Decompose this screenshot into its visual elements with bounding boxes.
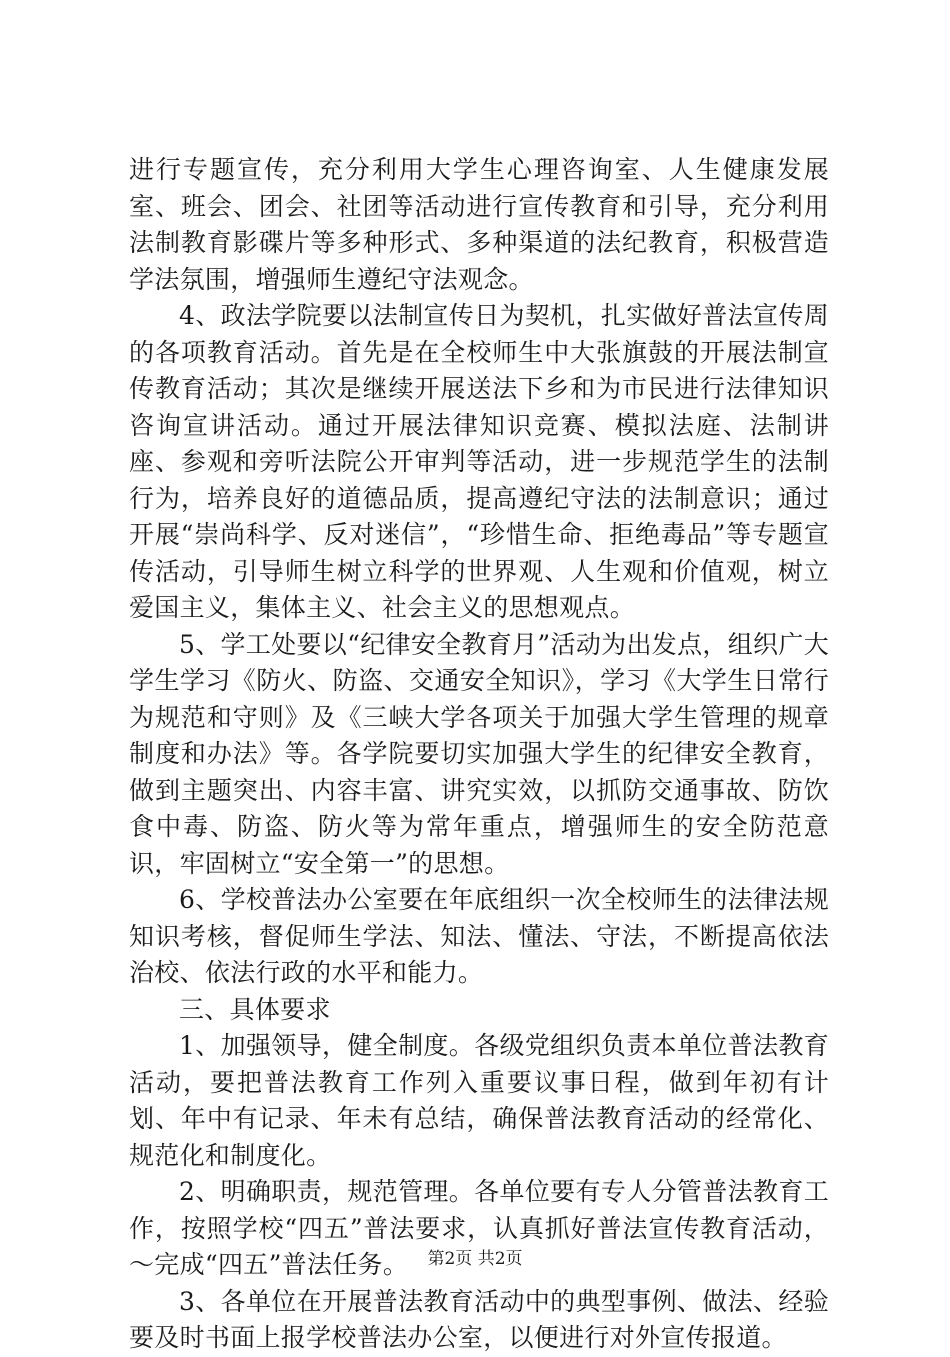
page-number-footer: 第2页 共2页	[427, 1249, 523, 1269]
paragraph-item-4: 4、政法学院要以法制宣传日为契机，扎实做好普法宣传周的各项教育活动。首先是在全校师生中大张旗鼓的开展法制宣传教育活动；其次是继续开展送法下乡和为市民进行法律知识咨询宣讲活动。通过开展法律知识竞赛、模拟法庭、法制讲座、参观和旁听法院公开审判等活动，进一步规范学生的法制行为，培养良好的道德品质，提高遵纪守法的法制意识；通过开展“崇尚科学、反对迷信”，“珍惜生命、拒绝毒品”等专题宣传活动，引导师生树立科学的世界观、人生观和价值观，树立爱国主义，集体主义、社会主义的思想观点。	[129, 301, 829, 622]
paragraph-requirement-1: 1、加强领导，健全制度。各级党组织负责本单位普法教育活动，要把普法教育工作列入重要议事日程，做到年初有计划、年中有记录、年未有总结，确保普法教育活动的经常化、规范化和制度化。	[129, 1031, 829, 1170]
paragraph-item-5: 5、学工处要以“纪律安全教育月”活动为出发点，组织广大学生学习《防火、防盗、交通安全知识》，学习《大学生日常行为规范和守则》及《三峡大学各项关于加强大学生管理的规章制度和办法》等。各学院要切实加强大学生的纪律安全教育，做到主题突出、内容丰富、讲究实效，以抓防交通事故、防饮食中毒、防盗、防火等为常年重点，增强师生的安全防范意识，牢固树立“安全第一”的思想。	[129, 629, 829, 878]
paragraph-requirement-3: 3、各单位在开展普法教育活动中的典型事例、做法、经验要及时书面上报学校普法办公室，以便进行对外宣传报道。	[129, 1286, 829, 1352]
paragraph-item-6: 6、学校普法办公室要在年底组织一次全校师生的法律法规知识考核，督促师生学法、知法、懂法、守法，不断提高依法治校、依法行政的水平和能力。	[129, 885, 829, 987]
paragraph-continuation: 进行专题宣传，充分利用大学生心理咨询室、人生健康发展室、班会、团会、社团等活动进行宣传教育和引导，充分利用法制教育影碟片等多种形式、多种渠道的法纪教育，积极营造学法氛围，增强师生遵纪守法观念。	[129, 155, 829, 294]
paragraph-requirement-2: 2、明确职责，规范管理。各单位要有专人分管普法教育工作，按照学校“四五”普法要求，认真抓好普法宣传教育活动，～完成“四五”普法任务。	[129, 1177, 829, 1279]
section-heading-requirements: 三、具体要求	[179, 994, 331, 1024]
document-body	[129, 152, 829, 1357]
